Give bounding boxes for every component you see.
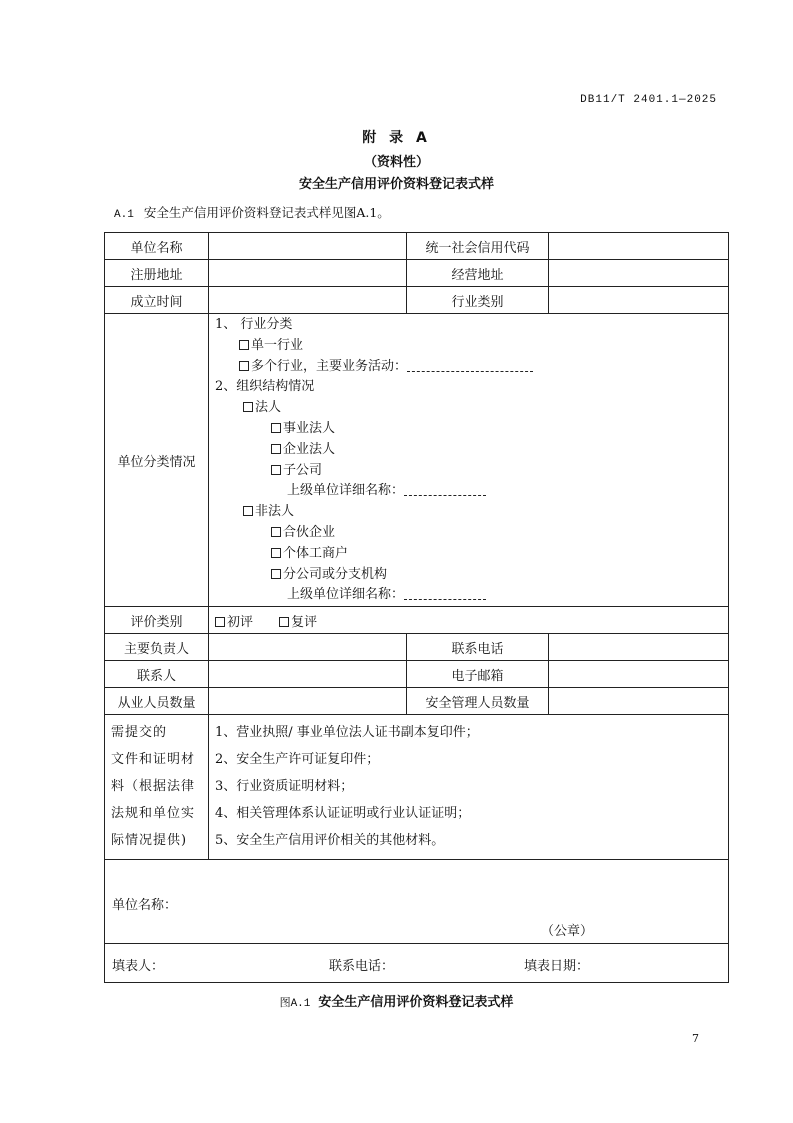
table-row	[105, 314, 729, 607]
industry-header: 1、 行业分类	[215, 317, 293, 332]
figure-number: 图A.1	[279, 998, 311, 1010]
classification-label: 单位分类情况	[105, 314, 209, 607]
parent-name-line-2	[215, 585, 722, 606]
official-seal-label: （公章）	[541, 924, 594, 940]
classification-options	[209, 314, 729, 607]
checkbox-icon[interactable]	[215, 617, 225, 627]
table-row	[105, 607, 729, 634]
option-label: 复评	[291, 614, 318, 630]
table-row	[105, 661, 729, 688]
table-row	[105, 287, 729, 314]
non-legal-option[interactable]	[215, 502, 722, 523]
credit-code-field[interactable]	[549, 233, 729, 260]
reg-address-label: 注册地址	[105, 260, 209, 287]
checkbox-icon[interactable]	[271, 465, 281, 475]
phone-label: 联系电话	[407, 634, 549, 661]
list-item: 3、行业资质证明材料；	[215, 779, 354, 795]
industry-type-label: 行业类别	[407, 287, 549, 314]
list-item: 5、安全生产信用评价相关的其他材料。	[215, 833, 445, 849]
option-label: 单一行业	[251, 337, 304, 353]
biz-address-field[interactable]	[549, 260, 729, 287]
appendix-heading: 安全生产信用评价资料登记表式样	[298, 177, 494, 192]
table-row	[105, 260, 729, 287]
footer-phone-label: 联系电话：	[329, 959, 395, 975]
biz-address-label: 经营地址	[407, 260, 549, 287]
parent-name-blank[interactable]	[404, 495, 486, 496]
documents-label-line: 法规和单位实	[111, 806, 196, 822]
documents-label-line: 需提交的	[111, 725, 168, 741]
phone-field[interactable]	[549, 634, 729, 661]
table-row	[105, 715, 729, 860]
checkbox-icon[interactable]	[243, 402, 253, 412]
single-industry-option[interactable]	[215, 336, 722, 357]
table-row	[105, 944, 729, 983]
contact-field[interactable]	[209, 661, 407, 688]
option-label: 企业法人	[283, 441, 336, 457]
individual-business-option[interactable]	[215, 544, 722, 565]
email-label: 电子邮箱	[407, 661, 549, 688]
enterprise-legal-option[interactable]	[215, 440, 722, 461]
option-label: 多个行业，主要业务活动：	[251, 358, 408, 374]
checkbox-icon[interactable]	[271, 548, 281, 558]
checkbox-icon[interactable]	[271, 569, 281, 579]
subsidiary-option[interactable]	[215, 461, 722, 482]
appendix-nature: （资料性）	[363, 155, 429, 170]
table-row	[105, 688, 729, 715]
industry-type-field[interactable]	[549, 287, 729, 314]
page-number: 7	[692, 1032, 699, 1045]
branch-option[interactable]	[215, 565, 722, 586]
table-row	[105, 634, 729, 661]
unit-name-label: 单位名称	[105, 233, 209, 260]
table-row	[105, 860, 729, 944]
option-label: 子公司	[283, 462, 323, 478]
document-code: DB11/T 2401.1—2025	[580, 94, 717, 106]
parent-name-label: 上级单位详细名称：	[287, 483, 405, 499]
public-institution-option[interactable]	[215, 419, 722, 440]
partnership-option[interactable]	[215, 523, 722, 544]
option-label: 非法人	[255, 504, 295, 520]
appendix-title: 附 录 A	[362, 130, 431, 146]
checkbox-icon[interactable]	[239, 361, 249, 371]
reg-address-field[interactable]	[209, 260, 407, 287]
est-date-field[interactable]	[209, 287, 407, 314]
documents-label-line: 文件和证明材	[111, 752, 196, 768]
documents-label-line: 际情况提供)	[111, 833, 188, 849]
documents-list	[209, 715, 729, 860]
parent-name-blank[interactable]	[404, 599, 486, 600]
filler-label: 填表人：	[112, 959, 165, 975]
eval-type-options	[209, 607, 729, 634]
checkbox-icon[interactable]	[271, 527, 281, 537]
fill-date-label: 填表日期：	[524, 959, 590, 975]
table-row	[105, 233, 729, 260]
registration-form-table	[104, 232, 729, 983]
checkbox-icon[interactable]	[279, 617, 289, 627]
unit-name-field[interactable]	[209, 233, 407, 260]
main-business-blank[interactable]	[407, 371, 533, 372]
org-header: 2、组织结构情况	[215, 379, 315, 395]
option-label: 初评	[227, 614, 254, 630]
option-label: 个体工商户	[283, 545, 349, 561]
intro-text: 安全生产信用评价资料登记表式样见图A.1。	[143, 205, 390, 220]
checkbox-icon[interactable]	[243, 506, 253, 516]
signature-cell[interactable]	[105, 860, 729, 944]
option-label: 分公司或分支机构	[283, 566, 388, 582]
list-item: 4、相关管理体系认证证明或行业认证证明；	[215, 806, 471, 822]
checkbox-icon[interactable]	[271, 423, 281, 433]
list-item: 2、安全生产许可证复印件；	[215, 752, 380, 768]
est-date-label: 成立时间	[105, 287, 209, 314]
figure-caption	[0, 991, 793, 1010]
eval-type-label: 评价类别	[105, 607, 209, 634]
parent-name-line-1	[215, 481, 722, 502]
multi-industry-option[interactable]	[215, 357, 722, 378]
staff-count-field[interactable]	[209, 688, 407, 715]
list-item: 1、营业执照/ 事业单位法人证书副本复印件；	[215, 725, 479, 741]
safety-staff-count-label: 安全管理人员数量	[407, 688, 549, 715]
intro-clause-number: A.1	[114, 209, 134, 221]
option-label: 事业法人	[283, 420, 336, 436]
footer-cell	[105, 944, 729, 983]
principal-label: 主要负责人	[105, 634, 209, 661]
checkbox-icon[interactable]	[239, 340, 249, 350]
principal-field[interactable]	[209, 634, 407, 661]
checkbox-icon[interactable]	[271, 444, 281, 454]
option-label: 合伙企业	[283, 524, 336, 540]
review-eval-option[interactable]	[279, 615, 317, 630]
figure-title: 安全生产信用评价资料登记表式样	[318, 995, 514, 1010]
contact-label: 联系人	[105, 661, 209, 688]
documents-label	[105, 715, 209, 860]
option-label: 法人	[255, 400, 282, 416]
staff-count-label: 从业人员数量	[105, 688, 209, 715]
parent-name-label: 上级单位详细名称：	[287, 587, 405, 603]
legal-person-option[interactable]	[215, 398, 722, 419]
intro-paragraph	[114, 203, 390, 221]
safety-staff-count-field[interactable]	[549, 688, 729, 715]
credit-code-label: 统一社会信用代码	[407, 233, 549, 260]
initial-eval-option[interactable]	[215, 615, 253, 630]
documents-label-line: 料（根据法律	[111, 779, 196, 795]
sign-unit-name-label: 单位名称：	[112, 898, 178, 914]
email-field[interactable]	[549, 661, 729, 688]
